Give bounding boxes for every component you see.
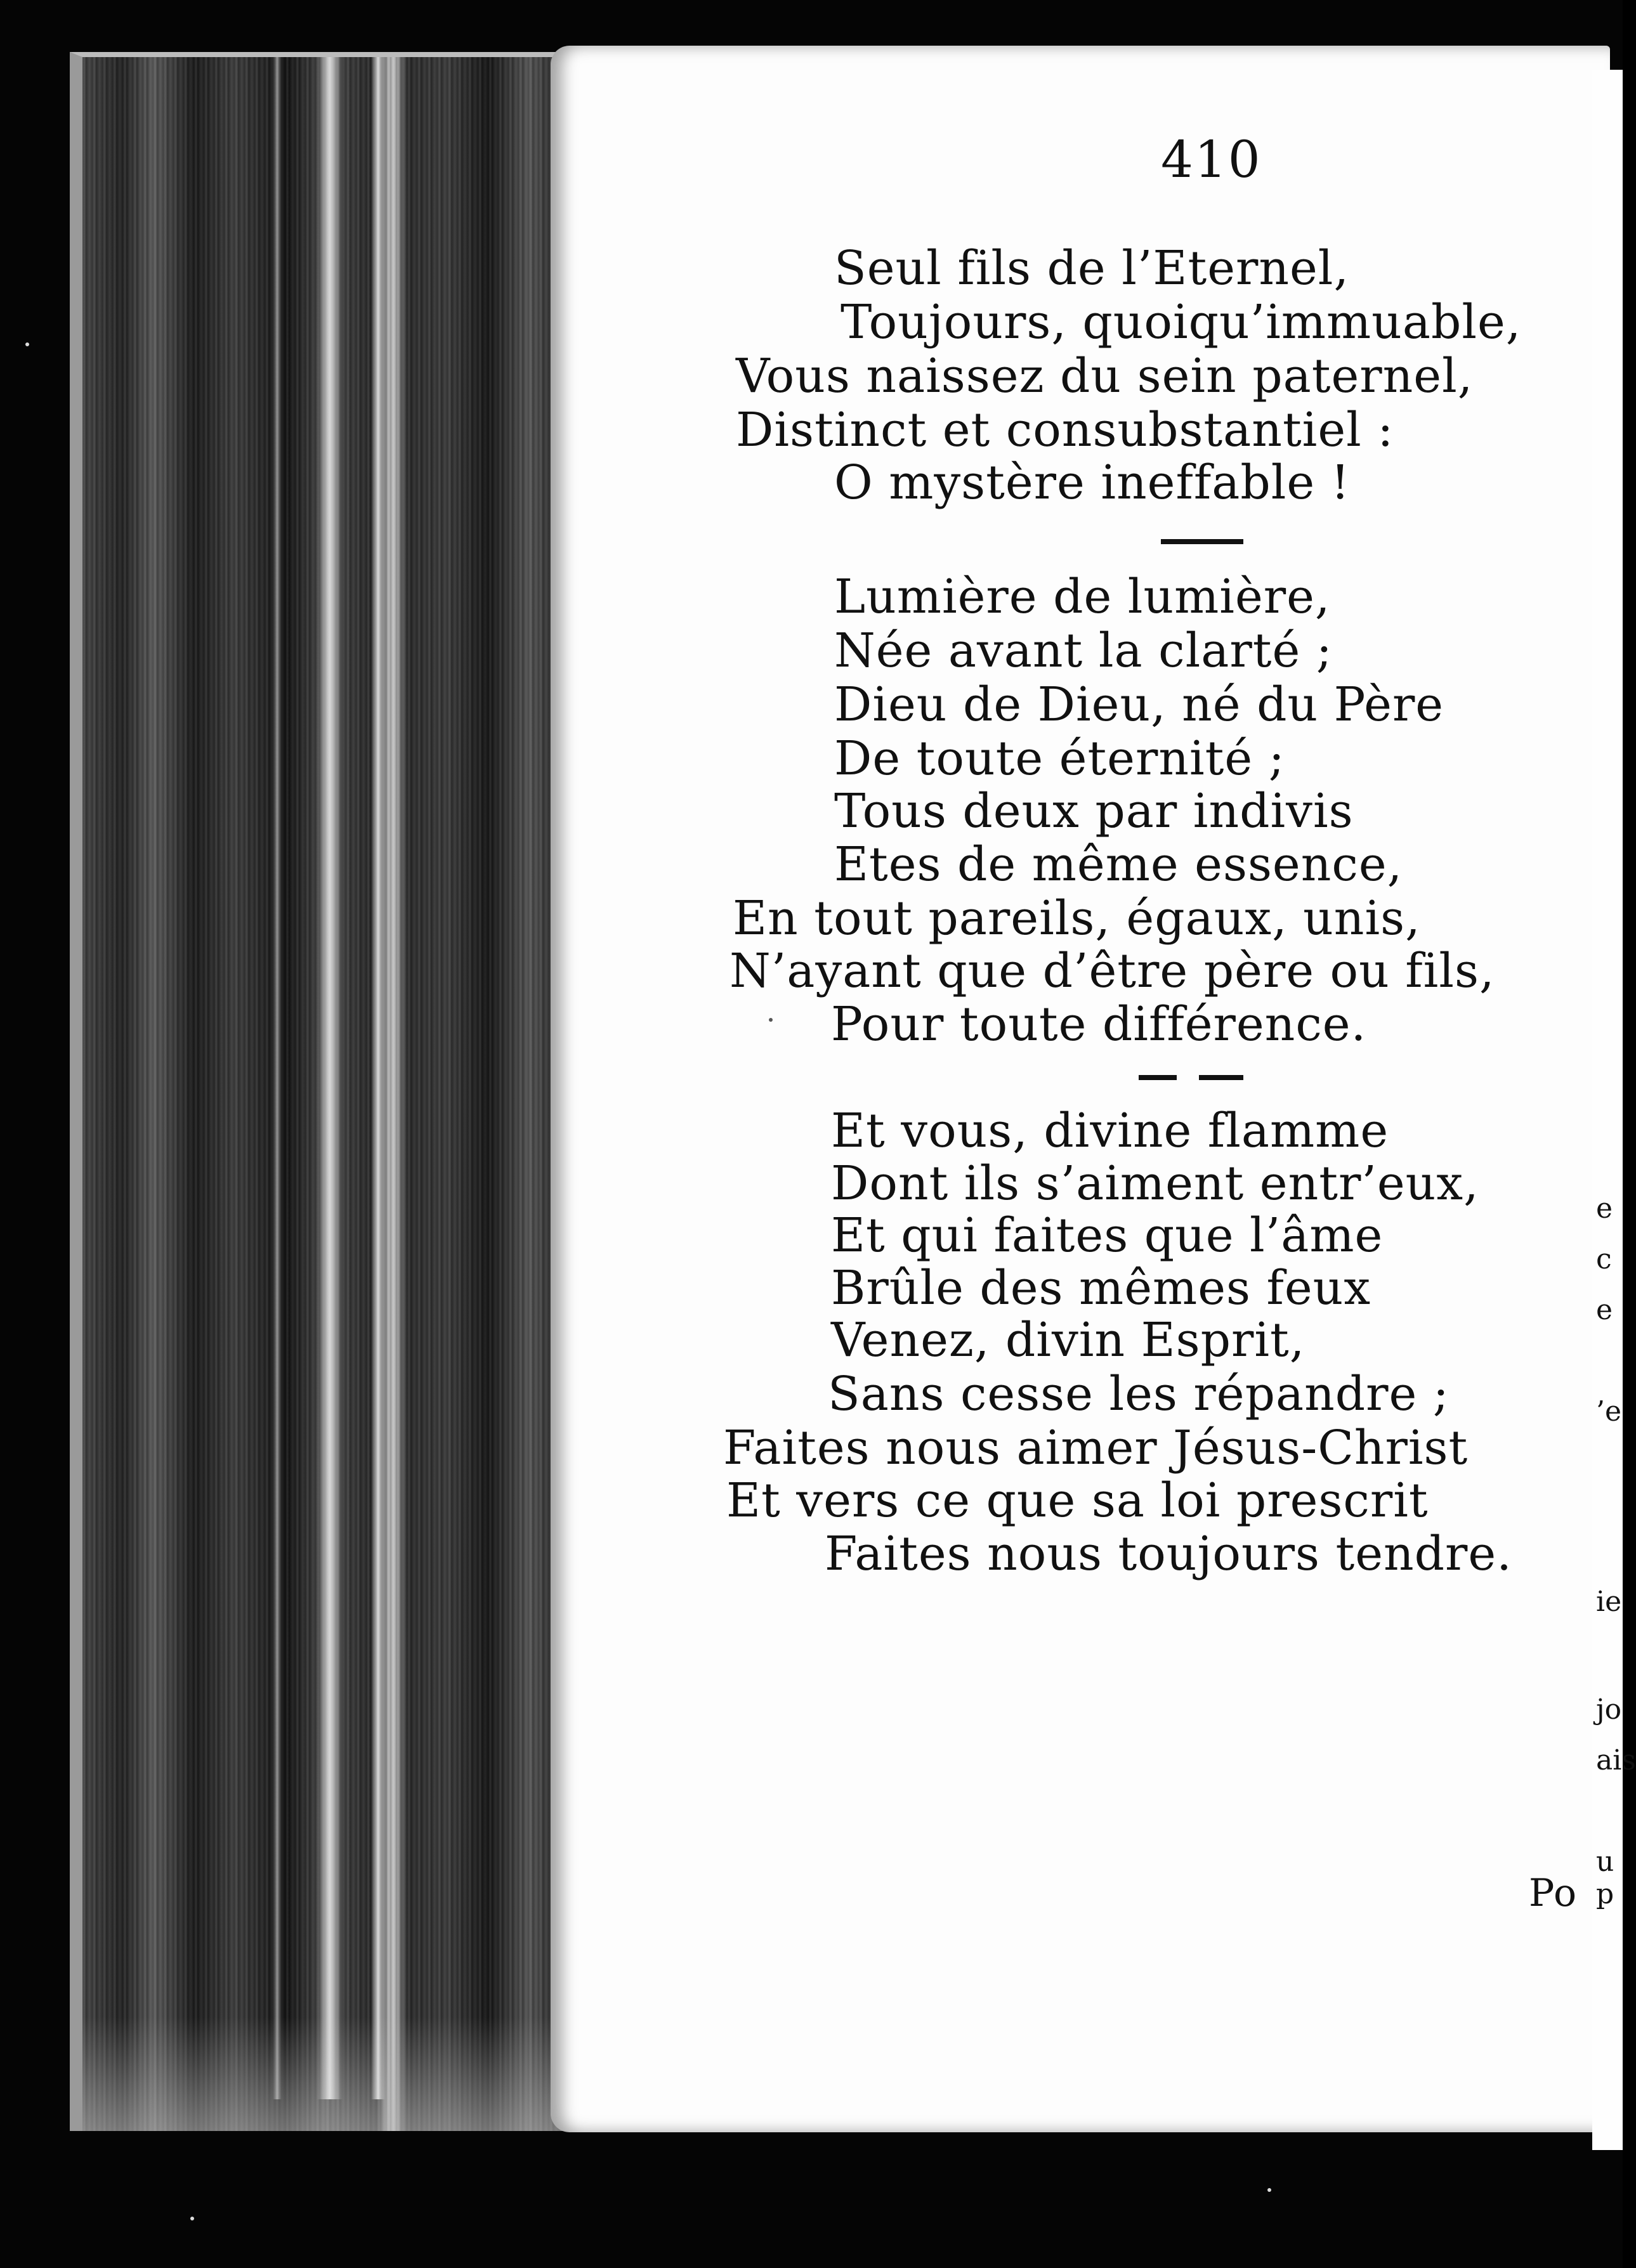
adjacent-page-strip xyxy=(1592,70,1636,2150)
scan-speck xyxy=(25,342,29,346)
verse-line: Dont ils s’aiment entr’eux, xyxy=(831,1156,1479,1211)
scan-speck xyxy=(769,1018,773,1022)
verse-line: Née avant la clarté ; xyxy=(834,623,1333,678)
verse-line: Sans cesse les répandre ; xyxy=(828,1367,1449,1421)
verse-line: N’ayant que d’être père ou fils, xyxy=(730,944,1495,998)
verse-line: En tout pareils, égaux, unis, xyxy=(733,891,1421,946)
adjacent-page-fragment: e xyxy=(1596,1294,1613,1326)
page-edge-highlight xyxy=(273,57,282,2099)
verse-line: Etes de même essence, xyxy=(834,837,1403,892)
stanza-divider xyxy=(1139,1075,1177,1080)
verse-line: Distinct et consubstantiel : xyxy=(736,403,1394,457)
verse-line: Pour toute différence. xyxy=(831,997,1367,1052)
adjacent-page-fragment: ie xyxy=(1596,1586,1622,1618)
verse-line: Lumière de lumière, xyxy=(834,570,1331,624)
verse-line: De toute éternité ; xyxy=(834,731,1285,786)
verse-line: Et vous, divine flamme xyxy=(831,1104,1389,1158)
adjacent-page-fragment: Po xyxy=(1529,1871,1578,1915)
page-edge-highlight xyxy=(317,57,343,2099)
adjacent-page-fragment: ais xyxy=(1596,1744,1636,1776)
verse-line: Toujours, quoiqu’immuable, xyxy=(841,295,1522,349)
verse-line: Faites nous aimer Jésus-Christ xyxy=(723,1421,1469,1475)
verse-line: O mystère ineffable ! xyxy=(834,455,1351,510)
page-number: 410 xyxy=(1161,130,1262,189)
verse-line: Seul fils de l’Eternel, xyxy=(834,241,1349,296)
stanza-divider xyxy=(1199,1075,1243,1080)
adjacent-page-fragment: e xyxy=(1596,1192,1613,1225)
verse-line: Faites nous toujours tendre. xyxy=(825,1527,1512,1581)
stanza-divider xyxy=(1161,539,1243,544)
scan-speck xyxy=(190,2217,194,2220)
adjacent-page-fragment: jo xyxy=(1596,1693,1622,1726)
page-edge-highlight xyxy=(371,57,385,2099)
verse-line: Dieu de Dieu, né du Père xyxy=(834,677,1444,732)
adjacent-page-fragment: u p xyxy=(1596,1846,1614,1910)
verse-line: Brûle des mêmes feux xyxy=(831,1261,1371,1315)
verse-line: Et qui faites que l’âme xyxy=(831,1208,1384,1263)
verse-line: Tous deux par indivis xyxy=(834,784,1354,838)
adjacent-page-fragment: c xyxy=(1596,1243,1612,1275)
verse-line: Et vers ce que sa loi prescrit xyxy=(726,1473,1429,1528)
adjacent-page-fragment: ’e xyxy=(1596,1395,1622,1428)
verse-line: Venez, divin Esprit, xyxy=(831,1313,1306,1367)
scan-speck xyxy=(1267,2188,1271,2192)
verse-line: Vous naissez du sein paternel, xyxy=(736,349,1474,403)
